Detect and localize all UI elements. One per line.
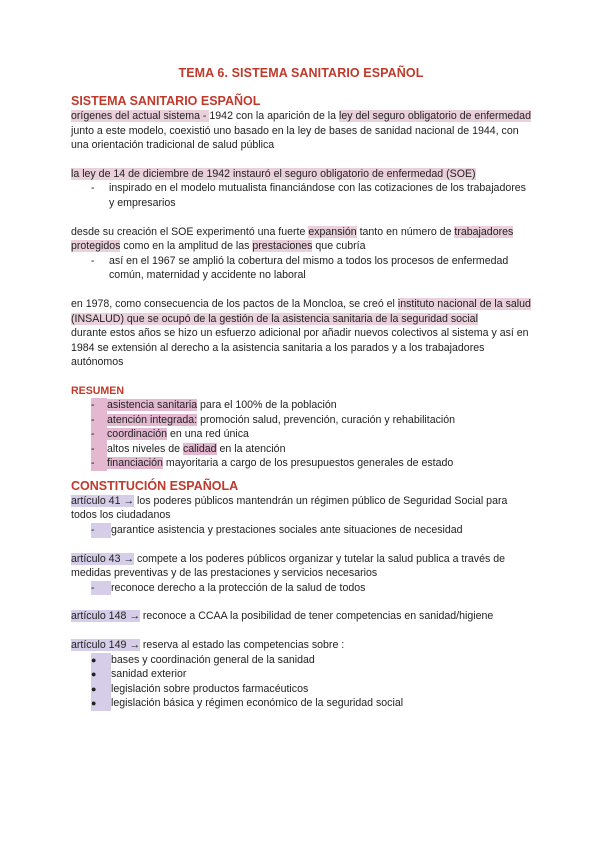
- list-item: - asistencia sanitaria para el 100% de la población: [91, 398, 337, 411]
- resumen-heading: RESUMEN: [71, 384, 124, 397]
- highlight: trabajadores protegidos: [71, 225, 514, 253]
- highlight: artículo 41 →: [71, 494, 135, 507]
- article-43: artículo 43 → compete a los poderes públicos organizar y tutelar la salud publica a través de medidas preventivas y de las prestaciones y servicios necesarios: [71, 552, 506, 580]
- list-item: - altos niveles de calidad en la atención: [91, 442, 286, 455]
- list-item: - reconoce derecho a la protección de la salud de todos: [91, 581, 366, 594]
- paragraph: en 1978, como consecuencia de los pactos de la Moncloa, se creó el instituto nacional de la salud (INSALUD) que se ocupó de la gestión de la asistencia sanitaria de la seguridad social: [71, 297, 531, 325]
- constitucion-heading: CONSTITUCIÓN ESPAÑOLA: [71, 478, 239, 493]
- bullet-icon: ●: [91, 696, 111, 711]
- article-list: [71, 581, 531, 596]
- paragraph: durante estos años se hizo un esfuerzo adicional por añadir nuevos colectivos al sistema y así en 1984 se extensión al derecho a la asistencia sanitaria a los parados y a los trabajadores autónomos: [71, 327, 529, 369]
- list-item: ● bases y coordinación general de la sanidad: [91, 653, 315, 666]
- highlight: ley del seguro obligatorio de enfermedad: [338, 110, 531, 122]
- bullet-icon: ●: [91, 667, 111, 682]
- highlight: artículo 43 →: [71, 552, 135, 565]
- highlight: instituto nacional de la salud (INSALUD) que se ocupó de la gestión de la asistencia sanitaria de la seguridad social: [71, 297, 531, 325]
- article-41: artículo 41 → los poderes públicos mantendrán un régimen público de Seguridad Social para todos los ciudadanos: [71, 494, 508, 522]
- paragraph: [71, 167, 531, 182]
- highlight: atención integrada:: [107, 413, 198, 426]
- list-item: - coordinación en una red única: [91, 428, 249, 441]
- highlight: prestaciones: [252, 240, 313, 253]
- list-item: - financiación mayoritaria a cargo de los presupuestos generales de estado: [91, 457, 454, 470]
- list-item: ● legislación básica y régimen económico de la seguridad social: [91, 697, 404, 710]
- highlight: artículo 149 →: [71, 639, 140, 652]
- article-list: [71, 523, 531, 538]
- highlight: orígenes del actual sistema -: [71, 110, 210, 122]
- document-page: [71, 66, 531, 711]
- article-149: artículo 149 → reserva al estado las competencias sobre :: [71, 639, 345, 652]
- highlight: financiación: [107, 457, 163, 470]
- dash-list: [71, 181, 531, 210]
- section-heading: SISTEMA SANITARIO ESPAÑOL: [71, 94, 261, 108]
- bullet-icon: ●: [91, 653, 111, 668]
- page-title: TEMA 6. SISTEMA SANITARIO ESPAÑOL: [178, 66, 424, 80]
- highlight: calidad: [182, 442, 217, 455]
- resumen-list: [71, 398, 531, 471]
- highlight: asistencia sanitaria: [107, 398, 198, 411]
- paragraph: desde su creación el SOE experimentó una fuerte expansión tanto en número de trabajadores protegidos como en la amplitud de las prestaciones que cubría: [71, 225, 514, 253]
- list-item: ● legislación sobre productos farmacéuticos: [91, 682, 309, 695]
- paragraph: junto a este modelo, coexistió uno basado en la ley de bases de sanidad nacional de 1944, con una orientación tradicional de salud pública: [71, 124, 519, 152]
- highlight: artículo 148 →: [71, 610, 140, 623]
- list-item: ● sanidad exterior: [91, 668, 187, 681]
- dash-list: [71, 254, 531, 283]
- highlight: la ley de 14 de diciembre de 1942 instauró el seguro obligatorio de enfermedad (SOE): [71, 167, 476, 180]
- paragraph-origins: orígenes del actual sistema - 1942 con la aparición de la ley del seguro obligatorio de enfermedad: [71, 110, 531, 122]
- list-item: - garantice asistencia y prestaciones sociales ante situaciones de necesidad: [91, 524, 463, 537]
- highlight: coordinación: [107, 428, 168, 441]
- list-item: - así en el 1967 se amplió la cobertura del mismo a todos los procesos de enfermedad común, maternidad y accidente no laboral: [91, 254, 509, 282]
- list-item: - inspirado en el modelo mutualista financiándose con las cotizaciones de los trabajadores y empresarios: [91, 182, 526, 209]
- bullet-icon: ●: [91, 682, 111, 697]
- highlight: expansión: [308, 225, 357, 238]
- article-148: artículo 148 → reconoce a CCAA la posibilidad de tener competencias en sanidad/higiene: [71, 610, 494, 623]
- bullet-list: [71, 653, 531, 711]
- list-item: - atención integrada: promoción salud, prevención, curación y rehabilitación: [91, 413, 456, 426]
